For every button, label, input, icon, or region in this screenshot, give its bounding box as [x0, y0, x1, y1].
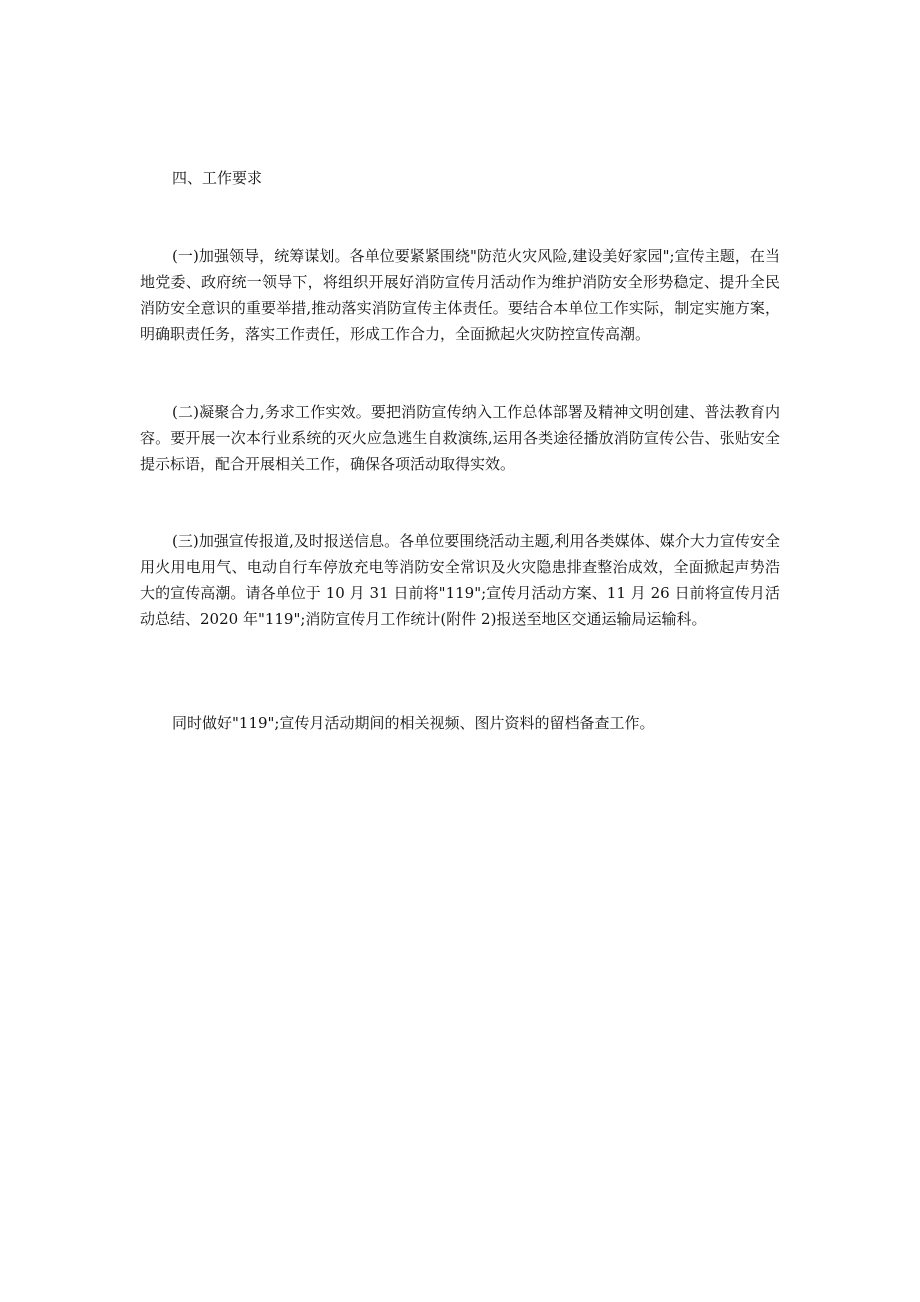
paragraph-reporting: (三)加强宣传报道,及时报送信息。各单位要围绕活动主题,利用各类媒体、媒介大力宣传安全用火用电用气、电动自行车停放充电等消防安全常识及火灾隐患排查整治成效，全面掀起声势浩大的宣传高潮。请各单位于 10 月 31 日前将"119";宣传月活动方案、11 月 26 日前将宣传月活动总结、2020 年"119";消防宣传月工作统计(附件 2)报送至地区交通运输局运输科。: [140, 532, 780, 628]
paragraph-leadership: (一)加强领导，统筹谋划。各单位要紧紧围绕"防范火灾风险,建设美好家园";宣传主题，在当地党委、政府统一领导下，将组织开展好消防宣传月活动作为维护消防安全形势稳定、提升全民消防安全意识的重要举措,推动落实消防宣传主体责任。要结合本单位工作实际，制定实施方案，明确职责任务，落实工作责任，形成工作合力，全面掀起火灾防控宣传高潮。: [140, 247, 780, 343]
section-heading: 四、工作要求: [172, 169, 263, 187]
paragraph-cooperation: (二)凝聚合力,务求工作实效。要把消防宣传纳入工作总体部署及精神文明创建、普法教育内容。要开展一次本行业系统的灭火应急逃生自救演练,运用各类途径播放消防宣传公告、张贴安全提示标语，配合开展相关工作，确保各项活动取得实效。: [140, 403, 780, 473]
paragraph-archiving: 同时做好"119";宣传月活动期间的相关视频、图片资料的留档备查工作。: [172, 714, 655, 732]
